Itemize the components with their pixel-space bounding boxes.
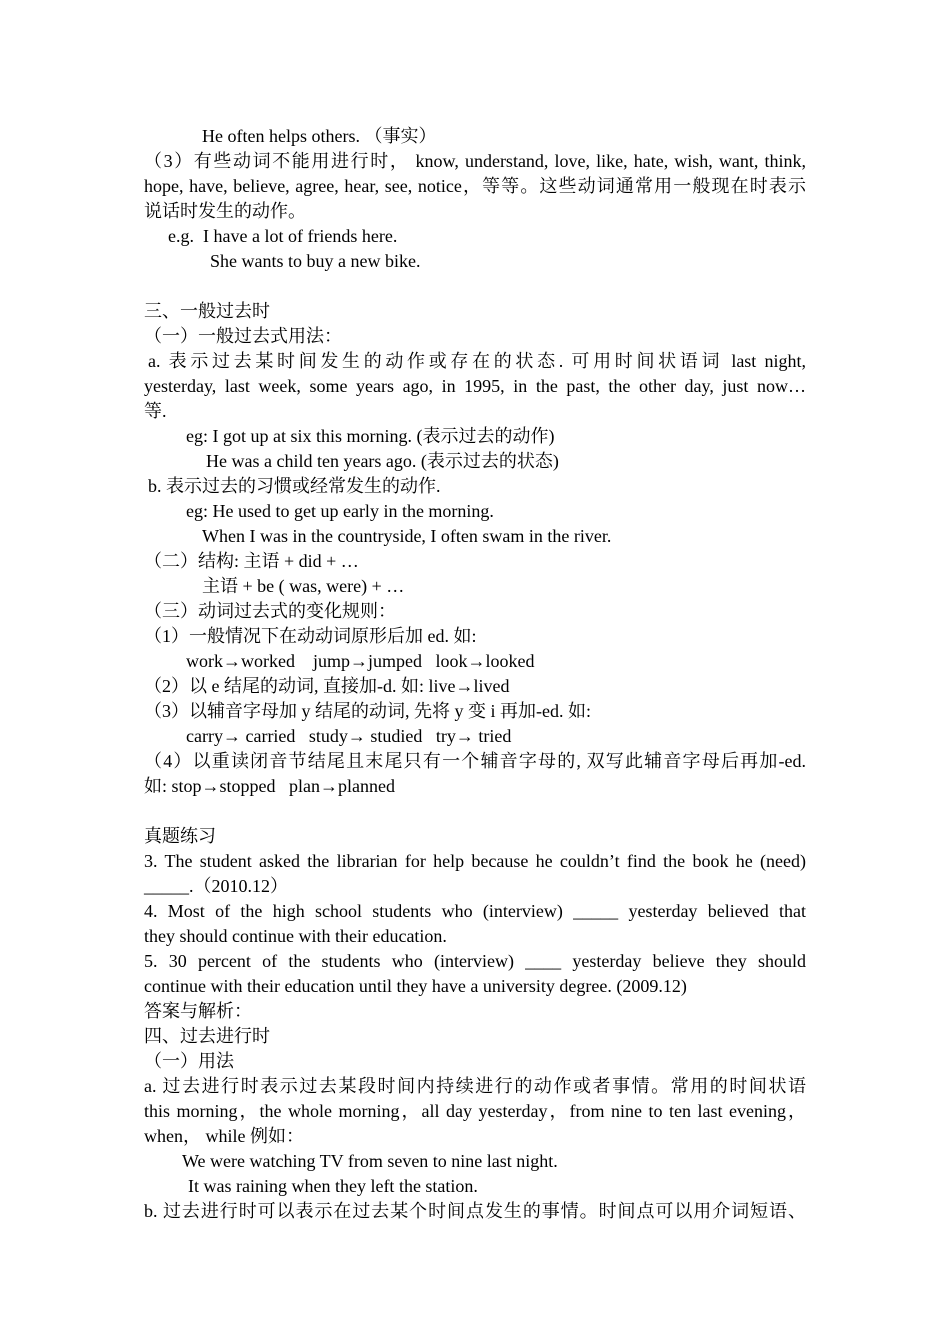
subsection-heading: （三）动词过去式的变化规则： [144, 601, 396, 621]
rule-3-line: 说话时发生的动作。 [144, 201, 306, 221]
example-line: e.g. I have a lot of friends here. [168, 226, 398, 246]
example-line: She wants to buy a new bike. [210, 251, 421, 271]
example-line: eg: I got up at six this morning. (表示过去的动作) [186, 426, 555, 446]
structure-line: 主语 + be ( was, were) + … [202, 576, 405, 596]
rule-line: （3）以辅音字母加 y 结尾的动词, 先将 y 变 i 再加-ed. 如: [144, 701, 591, 721]
example-line: carry→ carried study→ studied try→ tried [186, 726, 512, 746]
usage-line: b. 表示过去的习惯或经常发生的动作. [148, 476, 441, 496]
usage-line: b. 过去进行时可以表示在过去某个时间点发生的事情。时间点可以用介词短语、 [144, 1201, 806, 1221]
example-line: When I was in the countryside, I often swam in the river. [202, 526, 612, 546]
rule-line: （1）一般情况下在动动词原形后加 ed. 如: [144, 626, 477, 646]
exercise-line: 4. Most of the high school students who (interview) _____ yesterday believed that [144, 901, 806, 921]
exercise-line: 3. The student asked the librarian for help because he couldn’t find the book he (need) [144, 851, 806, 871]
section-heading: 三、一般过去时 [144, 301, 270, 321]
exercise-line: 5. 30 percent of the students who (interview) ____ yesterday believe they should [144, 951, 806, 971]
usage-line: this morning，the whole morning，all day yesterday，from nine to ten last evening， [144, 1101, 806, 1121]
rule-line: （2）以 e 结尾的动词, 直接加-d. 如: live→lived [144, 676, 510, 696]
usage-line: 等. [144, 401, 167, 421]
subsection-heading: （一）用法 [144, 1051, 234, 1071]
example-line: It was raining when they left the station. [188, 1176, 478, 1196]
rule-3-line: hope, have, believe, agree, hear, see, notice，等等。这些动词通常用一般现在时表示 [144, 176, 806, 196]
exercise-line: they should continue with their education. [144, 926, 447, 946]
example-line: He often helps others. （事实） [202, 126, 437, 146]
subsection-heading: （一）一般过去式用法： [144, 326, 342, 346]
example-line: work→worked jump→jumped look→looked [186, 651, 535, 671]
usage-line: when， while 例如： [144, 1126, 304, 1146]
example-line: eg: He used to get up early in the morning. [186, 501, 494, 521]
structure-line: （二）结构: 主语 + did + … [144, 551, 359, 571]
section-heading: 四、过去进行时 [144, 1026, 270, 1046]
answer-heading: 答案与解析： [144, 1001, 252, 1021]
example-line: He was a child ten years ago. (表示过去的状态) [206, 451, 559, 471]
usage-line: a. 过去进行时表示过去某段时间内持续进行的动作或者事情。常用的时间状语 [144, 1076, 806, 1096]
section-heading: 真题练习 [144, 826, 216, 846]
usage-line: a. 表示过去某时间发生的动作或存在的状态. 可用时间状语词 last night, [148, 351, 806, 371]
exercise-line: _____.（2010.12） [144, 876, 288, 896]
example-line: We were watching TV from seven to nine last night. [182, 1151, 558, 1171]
rule-line: （4）以重读闭音节结尾且末尾只有一个辅音字母的, 双写此辅音字母后再加-ed. [144, 751, 806, 771]
usage-line: yesterday, last week, some years ago, in 1995, in the past, the other day, just now… [144, 376, 806, 396]
example-line: 如: stop→stopped plan→planned [144, 776, 395, 796]
exercise-line: continue with their education until they have a university degree. (2009.12) [144, 976, 687, 996]
rule-3-line: （3）有些动词不能用进行时， know, understand, love, like, hate, wish, want, think, [144, 151, 806, 171]
